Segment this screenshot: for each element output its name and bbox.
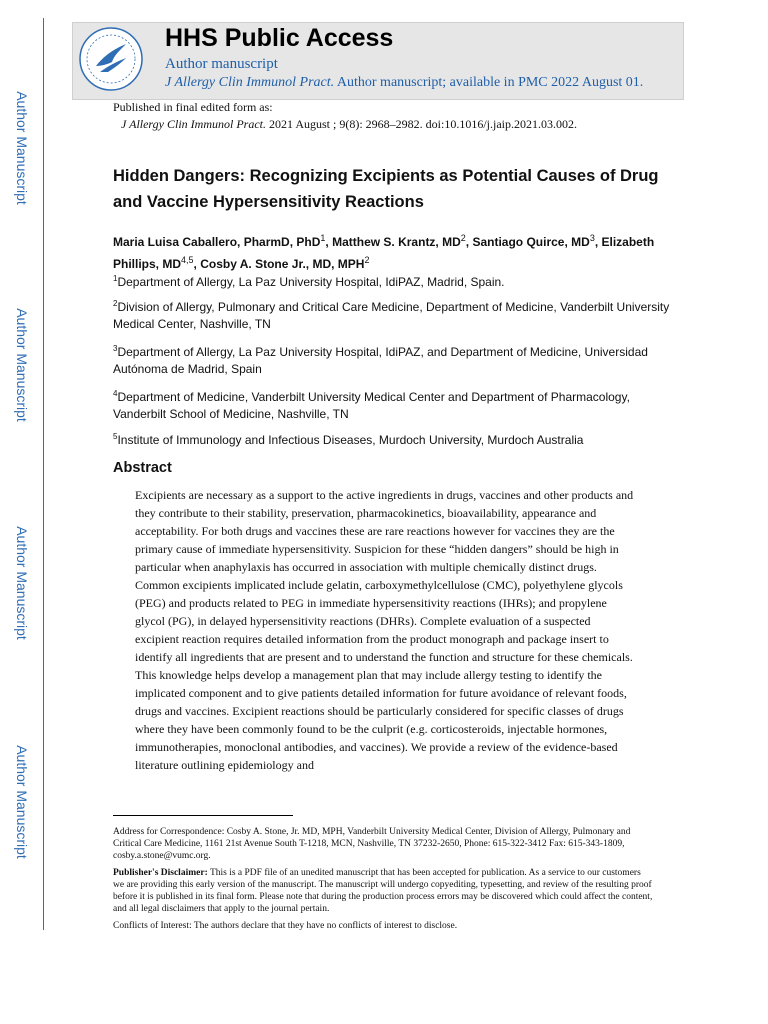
affiliation-number: 2 <box>113 299 118 308</box>
author-separator: , <box>594 235 602 249</box>
author-manuscript-side-label: Author Manuscript <box>14 526 31 640</box>
affiliation-number: 3 <box>113 344 118 353</box>
footnote-rule <box>113 815 293 816</box>
affiliation-number: 1 <box>113 274 118 283</box>
journal-name: J Allergy Clin Immunol Pract. <box>165 75 335 90</box>
disclaimer-text: This is a PDF file of an unedited manuscript that has been accepted for publication. As a service to our customers we are providing this early version of the manuscript. The manuscript will undergo copyediting, typesetting, and review of the resulting proof before it is published in its final form. Please note that during the production process errors may be discovered which could affect the content, and all legal disclaimers that apply to the journal pertain. <box>113 868 653 914</box>
published-label: Published in final edited form as: <box>113 100 273 114</box>
author-manuscript-label: Author manuscript <box>165 56 278 72</box>
abstract-heading: Abstract <box>113 460 172 476</box>
author-manuscript-side-label: Author Manuscript <box>14 308 31 422</box>
author-separator: , <box>193 257 201 271</box>
side-strip <box>0 0 44 930</box>
affiliation <box>113 428 673 449</box>
author-separator: , <box>325 235 333 249</box>
affiliation <box>113 295 673 333</box>
affiliation-text: Department of Medicine, Vanderbilt University Medical Center and Department of Pharmacology, Vanderbilt School of Medicine, Nashville, TN <box>113 390 630 421</box>
affiliation <box>113 385 673 423</box>
author-name: Cosby A. Stone Jr., MD, MPH <box>200 257 365 271</box>
author-name: Matthew S. Krantz, MD <box>332 235 461 249</box>
author-list <box>113 229 673 273</box>
journal-availability <box>165 75 643 91</box>
publisher-disclaimer <box>113 867 653 915</box>
author-affiliation-marker: 2 <box>460 233 466 243</box>
affiliation <box>113 270 673 291</box>
disclaimer-label: Publisher's Disclaimer: <box>113 868 208 878</box>
author-manuscript-side-label: Author Manuscript <box>14 745 31 859</box>
published-citation <box>121 117 577 132</box>
published-journal: J Allergy Clin Immunol Pract. <box>121 117 266 131</box>
availability-text: Author manuscript; available in PMC 2022 August 01. <box>336 75 644 90</box>
author-affiliation-marker: 1 <box>320 233 326 243</box>
author-affiliation-marker: 3 <box>589 233 595 243</box>
affiliation-text: Institute of Immunology and Infectious Diseases, Murdoch University, Murdoch Australia <box>117 433 584 447</box>
side-divider <box>43 18 44 930</box>
author-manuscript-side-label: Author Manuscript <box>14 91 31 205</box>
abstract-text: Excipients are necessary as a support to the active ingredients in drugs, vaccines and other products and they contribute to their stability, preservation, pharmacokinetics, bioavailability, appearance and acceptability. For both drugs and vaccines these are rare reactions however for vaccines they are the primary cause of immediate hypersensitivity. Suspicion for these “hidden dangers” should be high in particular when anaphylaxis has occurred in association with multiple chemically distinct drugs. Common excipients implicated include gelatin, carboxymethylcellulose (CMC), polyethylene glycols (PEG) and products related to PEG in immediate hypersensitivity reactions (IHRs); and propylene glycol (PG), in delayed hypersensitivity reactions (DHRs). Complete evaluation of a suspected excipient reaction requires detailed information from the product monograph and package insert to identify all ingredients that are present and to understand the function and structure for these chemicals. This knowledge helps develop a management plan that may include allergy testing to identify the implicated component and to give patients detailed information for future avoidance of relevant foods, drugs and vaccines. Excipient reactions should be particularly considered for specific classes of drugs where they have been commonly found to be the culprit (e.g. corticosteroids, injectable hormones, immunotherapies, monoclonal antibodies, and vaccines). We provide a review of the evidence-based literature outlining epidemiology and <box>135 488 634 772</box>
published-details: 2021 August ; 9(8): 2968–2982. doi:10.1016/j.jaip.2021.03.002. <box>268 117 577 131</box>
affiliation <box>113 340 673 378</box>
affiliation-text: Division of Allergy, Pulmonary and Critical Care Medicine, Department of Medicine, Vanderbilt University Medical Center, Nashville, TN <box>113 300 670 331</box>
author-affiliation-marker: 2 <box>364 255 370 265</box>
hhs-public-access-title: HHS Public Access <box>165 24 394 52</box>
affiliation-text: Department of Allergy, La Paz University Hospital, IdiPAZ, and Department of Medicine, Universidad Autónoma de Madrid, Spain <box>113 345 648 376</box>
affiliation-number: 5 <box>113 432 118 441</box>
author-affiliation-marker: 4,5 <box>181 255 194 265</box>
affiliation-number: 4 <box>113 389 118 398</box>
correspondence-footnote: Address for Correspondence: Cosby A. Stone, Jr. MD, MPH, Vanderbilt University Medical Center, Division of Allergy, Pulmonary and Critical Care Medicine, 1161 21st Avenue South T-1218, MCN, Nashville, TN 37232-2650, Phone: 615-322-3412 Fax: 615-343-1809, cosby.a.stone@vumc.org. <box>113 827 631 861</box>
hhs-seal-icon <box>78 26 144 92</box>
author-name: Elizabeth Phillips, MD <box>113 235 655 271</box>
author-name: Santiago Quirce, MD <box>472 235 590 249</box>
author-separator: , <box>465 235 473 249</box>
affiliation-text: Department of Allergy, La Paz University Hospital, IdiPAZ, Madrid, Spain. <box>117 275 505 289</box>
conflicts-footnote: Conflicts of Interest: The authors declare that they have no conflicts of interest to disclose. <box>113 921 458 931</box>
article-title: Hidden Dangers: Recognizing Excipients as Potential Causes of Drug and Vaccine Hypersensitivity Reactions <box>113 167 659 211</box>
author-name: Maria Luisa Caballero, PharmD, PhD <box>113 235 321 249</box>
